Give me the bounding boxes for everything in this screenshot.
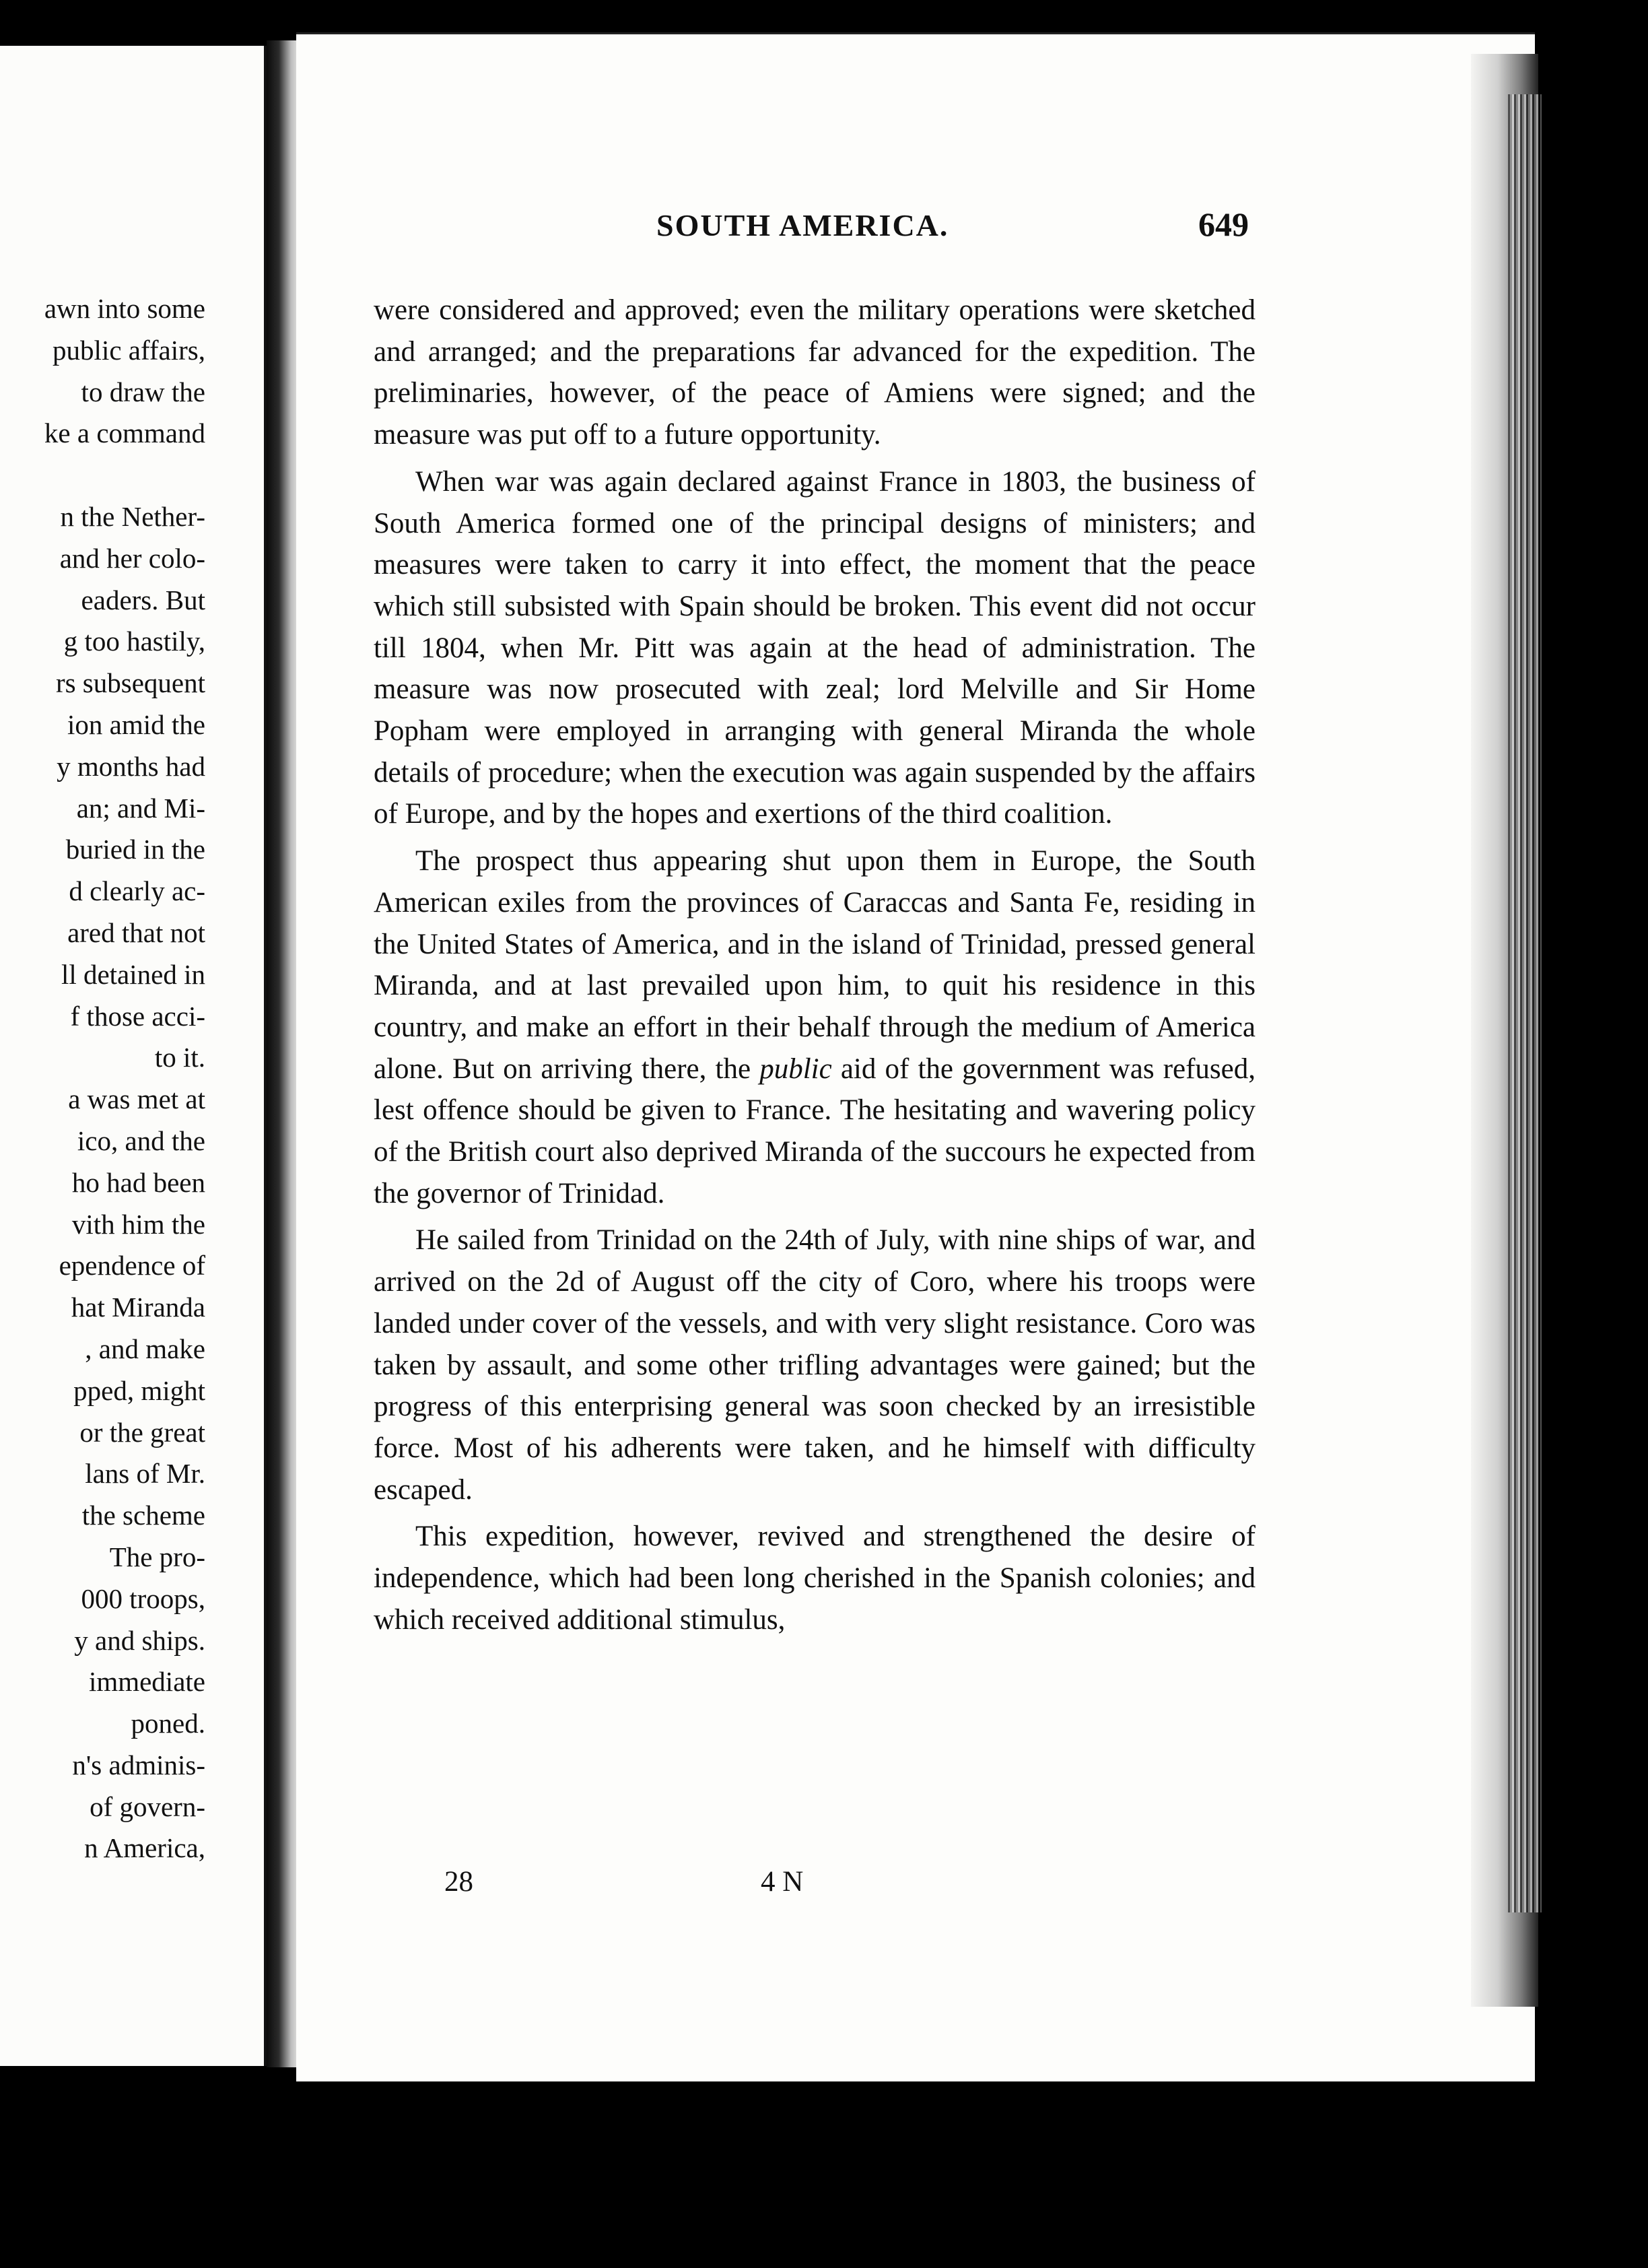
- facing-page-left: [0, 46, 267, 2066]
- facing-page-line: d clearly ac-: [69, 875, 205, 907]
- facing-page-line: rs subsequent: [55, 667, 205, 699]
- facing-page-line: awn into some: [44, 293, 205, 324]
- facing-page-line: to draw the: [81, 376, 205, 407]
- facing-page-line: f those acci-: [70, 1000, 205, 1032]
- facing-page-line: y months had: [57, 750, 205, 782]
- facing-page-line: ke a command: [44, 418, 205, 449]
- facing-page-line: buried in the: [65, 834, 205, 865]
- facing-page-line: ico, and the: [77, 1125, 205, 1156]
- facing-page-line: vith him the: [71, 1208, 205, 1240]
- facing-page-line: or the great: [79, 1416, 205, 1448]
- facing-page-line: [0, 455, 205, 496]
- facing-page-line: ared that not: [67, 916, 205, 948]
- paragraph-4: He sailed from Trinidad on the 24th of July, with nine ships of war, and arrived on the 2d of August off the city of Coro, where his troops were landed under cover of the vessels, and with very slight resistance. Coro was taken by assault, and some other trifling advantages were gained; but the progress of this enterprising general was soon checked by an irresistible force. Most of his adherents were taken, and he himself with difficulty escaped.: [374, 1224, 1256, 1506]
- facing-page-line: lans of Mr.: [85, 1458, 205, 1490]
- facing-page-text: [0, 288, 205, 1869]
- facing-page-line: pped, might: [73, 1374, 205, 1406]
- facing-page-line: poned.: [131, 1708, 205, 1739]
- body-text: [374, 290, 1256, 1646]
- facing-page-line: of govern-: [90, 1791, 205, 1822]
- page-edge-leaves: [1508, 94, 1542, 1912]
- running-title: SOUTH AMERICA.: [656, 208, 949, 242]
- paragraph-3: The prospect thus appearing shut upon them in Europe, the South American exiles from the provinces of Caraccas and Santa Fe, residing in the United States of America, and in the island of Trinidad, pressed general Miranda, and at last prevailed upon him, to quit his residence in this country, and make an effort in their behalf through the medium of America alone. But on arriving there, the public aid of the government was refused, lest offence should be given to France. The hesitating and wavering policy of the British court also deprived Miranda of the succours he expected from the governor of Trinidad.: [374, 845, 1256, 1209]
- facing-page-line: an; and Mi-: [76, 792, 205, 824]
- page-number: 649: [1198, 205, 1249, 243]
- signature-mark: 4 N: [761, 1866, 804, 1898]
- facing-page-line: ll detained in: [61, 958, 205, 990]
- facing-page-line: n America,: [84, 1832, 205, 1864]
- facing-page-line: a was met at: [68, 1083, 205, 1115]
- facing-page-line: The pro-: [109, 1541, 205, 1572]
- facing-page-line: eaders. But: [81, 584, 205, 615]
- facing-page-line: public affairs,: [53, 334, 205, 366]
- italic-word: public: [759, 1053, 832, 1085]
- facing-page-line: immediate: [88, 1666, 205, 1698]
- facing-page-line: the scheme: [81, 1500, 205, 1531]
- signature-number: 28: [444, 1866, 473, 1898]
- facing-page-line: to it.: [154, 1042, 205, 1073]
- facing-page-line: and her colo-: [59, 542, 205, 574]
- facing-page-line: n the Nether-: [60, 500, 205, 532]
- paragraph-5: This expedition, however, revived and strengthened the desire of independence, which had been long cherished in the Spanish colonies; and which received additional stimulus,: [374, 1521, 1256, 1636]
- facing-page-line: g too hastily,: [63, 626, 205, 657]
- facing-page-line: ependence of: [59, 1250, 205, 1281]
- facing-page-line: hat Miranda: [71, 1292, 205, 1323]
- facing-page-line: ion amid the: [67, 708, 205, 740]
- facing-page-line: , and make: [85, 1333, 205, 1364]
- facing-page-line: y and ships.: [74, 1624, 205, 1656]
- facing-page-line: n's adminis-: [72, 1749, 205, 1780]
- paragraph-1: were considered and approved; even the military operations were sketched and arranged; and the preparations far advanced for the expedition. The preliminaries, however, of the peace of Amiens were signed; and the measure was put off to a future opportunity.: [374, 294, 1256, 451]
- facing-page-line: ho had been: [71, 1166, 205, 1198]
- facing-page-line: 000 troops,: [81, 1582, 205, 1614]
- paragraph-2: When war was again declared against France in 1803, the business of South America formed one of the principal designs of ministers; and measures were taken to carry it into effect, the moment that the peace which still subsisted with Spain should be broken. This event did not occur till 1804, when Mr. Pitt was again at the head of administration. The measure was now prosecuted with zeal; lord Melville and Sir Home Popham were employed in arranging with general Miranda the whole details of procedure; when the execution was again suspended by the affairs of Europe, and by the hopes and exertions of the third coalition.: [374, 465, 1256, 830]
